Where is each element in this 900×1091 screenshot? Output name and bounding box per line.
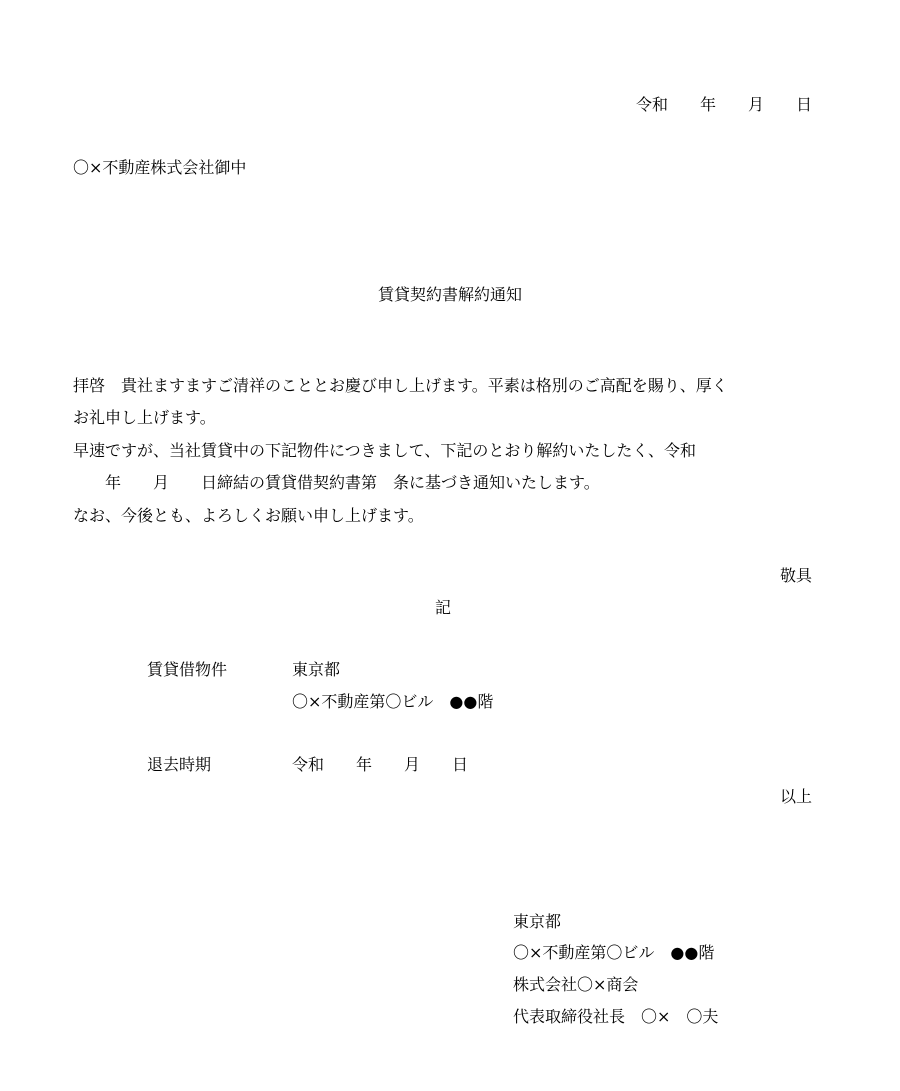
detail-value-line: 令和 年 月 日 <box>292 755 469 774</box>
body-line: 年 月 日締結の賃貸借契約書第 条に基づき通知いたします。 <box>73 473 600 492</box>
detail-value-line: 東京都 <box>292 660 341 679</box>
sender-line: 代表取締役社長 〇× 〇夫 <box>513 1007 719 1026</box>
body-line: 拝啓 貴社ますますご清祥のこととお慶び申し上げます。平素は格別のご高配を賜り、厚く <box>73 376 728 395</box>
sender-line: 株式会社〇×商会 <box>513 975 639 994</box>
ki-heading: 記 <box>434 598 451 617</box>
detail-value-line: 〇×不動産第〇ビル ●●階 <box>292 692 494 711</box>
sender-line: 東京都 <box>513 912 562 931</box>
sender-line: 〇×不動産第〇ビル ●●階 <box>513 943 715 962</box>
detail-label-moveout: 退去時期 <box>147 755 212 774</box>
recipient: 〇×不動産株式会社御中 <box>73 158 247 177</box>
body-line: お礼申し上げます。 <box>73 408 216 427</box>
closing-ijo: 以上 <box>779 787 812 806</box>
body-line: なお、今後とも、よろしくお願い申し上げます。 <box>73 506 424 525</box>
detail-label-property: 賃貸借物件 <box>147 660 228 679</box>
body-line: 早速ですが、当社賃貸中の下記物件につきまして、下記のとおり解約いたしたく、令和 <box>73 441 697 460</box>
closing-keigu: 敬具 <box>779 566 812 585</box>
letter-date: 令和 年 月 日 <box>635 95 812 114</box>
document-title: 賃貸契約書解約通知 <box>377 285 522 304</box>
